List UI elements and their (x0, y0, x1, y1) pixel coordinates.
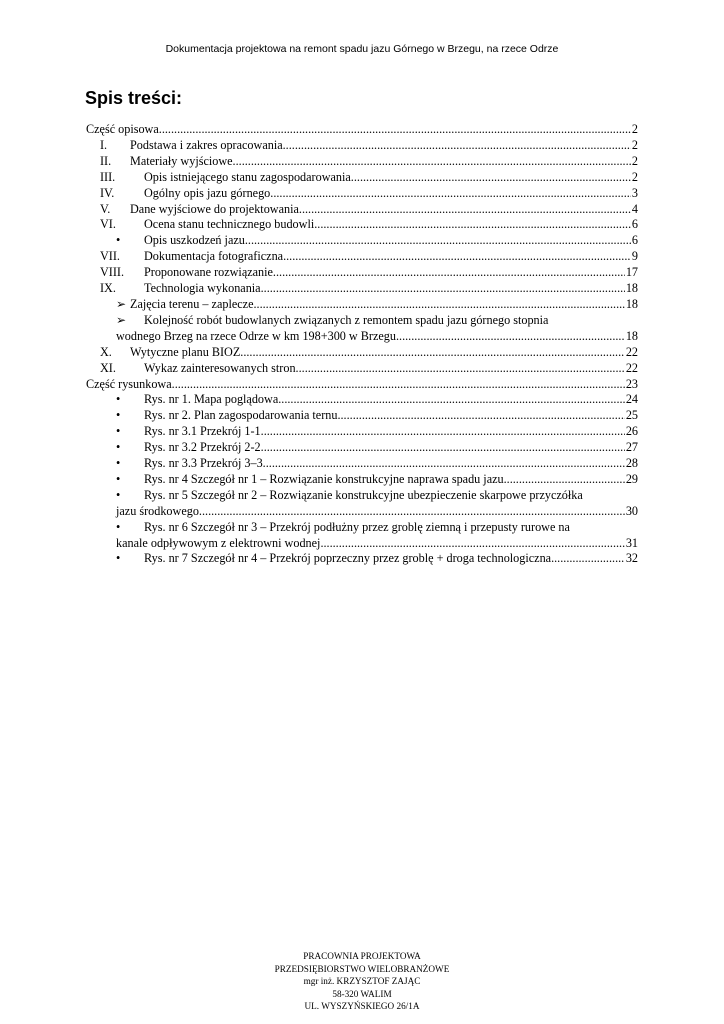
toc-entry-title-line2: kanale odpływowym z elektrowni wodnej (116, 535, 321, 550)
footer-line: 58-320 WALIM (332, 988, 392, 999)
toc-entry-title: Rys. nr 3.2 Przekrój 2-2 (144, 440, 261, 455)
toc-page-number: 6 (631, 217, 638, 232)
toc-entry-title: Rys. nr 3.1 Przekrój 1-1 (144, 424, 261, 439)
toc-page-number: 2 (631, 137, 638, 152)
bullet-icon: • (116, 519, 121, 534)
toc-entry-opis-stanu[interactable] (86, 170, 638, 186)
toc-entry-title: Materiały wyjściowe (130, 153, 233, 168)
bullet-icon: • (116, 424, 121, 439)
toc-entry-rys-4[interactable] (86, 472, 638, 488)
toc-entry-title: Rys. nr 4 Szczegół nr 1 – Rozwiązanie konstrukcyjne naprawa spadu jazu (144, 471, 504, 486)
toc-entry-line (86, 520, 638, 536)
toc-leader (261, 424, 625, 440)
toc-page-number: 32 (625, 551, 638, 566)
toc-entry-title: Część rysunkowa. (86, 376, 175, 391)
toc-entry-czesc-opisowa[interactable] (86, 122, 638, 138)
toc-entry-dokumentacja-foto[interactable] (86, 249, 638, 265)
arrow-bullet-icon: ➢ (116, 296, 127, 311)
toc-leader (278, 392, 625, 408)
toc-page-number: 31 (625, 535, 638, 550)
toc-entry-number: IV. (100, 185, 115, 200)
toc-entry-rys-2[interactable] (86, 408, 638, 424)
toc-entry-title: Rys. nr 1. Mapa poglądowa (144, 392, 279, 407)
toc-page-number: 24 (625, 392, 638, 407)
toc-page-number: 27 (625, 440, 638, 455)
toc-entry-materialy[interactable] (86, 154, 638, 170)
toc-entry-line (86, 313, 638, 329)
toc-entry-rys-3-1[interactable] (86, 424, 638, 440)
toc-entry-rys-5[interactable] (86, 488, 638, 520)
toc-leader (276, 265, 625, 281)
toc-entry-number: IX. (100, 281, 116, 296)
toc-entry-number: I. (100, 137, 108, 152)
toc-leader (245, 233, 631, 249)
toc-entry-line (86, 329, 638, 345)
toc-entry-title: Rys. nr 2. Plan zagospodarowania ternu (144, 408, 338, 423)
table-of-contents (86, 122, 638, 567)
toc-entry-title: Dane wyjściowe do projektowania (130, 201, 299, 216)
toc-leader (551, 551, 625, 567)
toc-entry-title: Rys. nr 7 Szczegół nr 4 – Przekrój poprzeczny przez groblę + droga technologiczna (144, 551, 552, 566)
toc-entry-title-line2: jazu środkowego (116, 503, 199, 518)
footer-line: mgr inż. KRZYSZTOF ZAJĄC (303, 976, 421, 987)
bullet-icon: • (116, 408, 121, 423)
toc-entry-title: Opis uszkodzeń jazu (144, 233, 245, 248)
toc-entry-title: Opis istniejącego stanu zagospodarowania (144, 169, 351, 184)
toc-entry-title: Wytyczne planu BIOZ. (130, 344, 244, 359)
toc-entry-rys-1[interactable] (86, 392, 638, 408)
toc-entry-number: XI. (100, 360, 116, 375)
footer-line: PRACOWNIA PROJEKTOWA (303, 951, 421, 961)
toc-entry-rys-7[interactable] (86, 551, 638, 567)
toc-page-number: 23 (625, 376, 638, 391)
toc-entry-number: VI. (100, 217, 116, 232)
toc-entry-title: Proponowane rozwiązanie. (144, 265, 276, 280)
toc-entry-title: Zajęcia terenu – zaplecze (130, 296, 254, 311)
toc-page-number: 6 (631, 233, 638, 248)
toc-leader (253, 297, 624, 313)
toc-leader (283, 138, 631, 154)
toc-entry-number: VIII. (100, 265, 125, 280)
toc-entry-number: V. (100, 201, 111, 216)
toc-page-number: 4 (631, 201, 638, 216)
bullet-icon: • (116, 456, 121, 471)
toc-entry-title-line1: Rys. nr 6 Szczegół nr 3 – Przekrój podłużny przez groblę ziemną i przepusty rurowe na (144, 519, 570, 534)
toc-page-number: 18 (625, 281, 638, 296)
toc-entry-ogolny-opis[interactable] (86, 186, 638, 202)
toc-entry-czesc-rysunkowa[interactable] (86, 377, 638, 393)
bullet-icon: • (116, 440, 121, 455)
toc-leader (314, 217, 631, 233)
toc-page-number: 22 (625, 360, 638, 375)
toc-entry-podstawa[interactable] (86, 138, 638, 154)
toc-entry-kolejnosc-robot[interactable] (86, 313, 638, 345)
toc-entry-dane-wyjsciowe[interactable] (86, 202, 638, 218)
toc-page-number: 18 (625, 296, 638, 311)
toc-entry-title-line1: Kolejność robót budowlanych związanych z remontem spadu jazu górnego stopnia (144, 312, 549, 327)
toc-page-number: 9 (631, 249, 638, 264)
page-header: Dokumentacja projektowa na remont spadu jazu Górnego w Brzegu, na rzece Odrze (165, 43, 559, 55)
toc-entry-number: II. (100, 153, 112, 168)
toc-entry-line (86, 504, 638, 520)
toc-page-number: 22 (625, 344, 638, 359)
toc-page-number: 30 (625, 503, 638, 518)
toc-entry-bioz[interactable] (86, 345, 638, 361)
toc-entry-title: Ocena stanu technicznego budowli (144, 217, 315, 232)
toc-leader (299, 361, 625, 377)
toc-entry-rys-3-2[interactable] (86, 440, 638, 456)
bullet-icon: • (116, 392, 121, 407)
toc-page-number: 2 (631, 122, 638, 136)
toc-page-number: 3 (631, 185, 638, 200)
toc-entry-title-line1: Rys. nr 5 Szczegół nr 2 – Rozwiązanie konstrukcyjne ubezpieczenie skarpowe przyczółka (144, 487, 583, 502)
toc-leader (283, 249, 631, 265)
toc-page-number: 17 (625, 265, 638, 280)
toc-leader (261, 440, 625, 456)
footer-line: UL. WYSZYŃSKIEGO 26/1A (304, 1001, 420, 1012)
toc-leader (263, 456, 625, 472)
toc-entry-number: VII. (100, 249, 120, 264)
arrow-bullet-icon: ➢ (116, 312, 127, 327)
toc-entry-number: X. (100, 344, 112, 359)
toc-leader (504, 472, 625, 488)
toc-entry-rys-6[interactable] (86, 520, 638, 552)
toc-entry-number: III. (100, 169, 116, 184)
toc-leader (243, 345, 624, 361)
toc-leader (351, 170, 631, 186)
toc-entry-title: Podstawa i zakres opracowania (130, 137, 283, 152)
bullet-icon: • (116, 471, 121, 486)
toc-page-number: 25 (625, 408, 638, 423)
bullet-icon: • (116, 233, 121, 248)
toc-leader (264, 281, 625, 297)
toc-entry-title-line2: wodnego Brzeg na rzece Odrze w km 198+300 w Brzegu (116, 328, 396, 343)
toc-leader (396, 329, 625, 345)
toc-leader (320, 536, 624, 552)
toc-entry-technologia[interactable] (86, 281, 638, 297)
toc-entry-wykaz-stron[interactable] (86, 361, 638, 377)
toc-entry-opis-uszkodzen[interactable] (86, 233, 638, 249)
toc-leader (175, 377, 625, 393)
toc-entry-title: Technologia wykonania. (144, 281, 264, 296)
toc-entry-proponowane[interactable] (86, 265, 638, 281)
page-footer (0, 950, 724, 1013)
toc-entry-title: Ogólny opis jazu górnego (144, 185, 271, 200)
toc-leader (199, 504, 625, 520)
toc-leader (299, 202, 631, 218)
toc-page-number: 29 (625, 471, 638, 486)
toc-page-number: 18 (625, 328, 638, 343)
toc-entry-ocena-stanu[interactable] (86, 217, 638, 233)
toc-entry-title: Rys. nr 3.3 Przekrój 3–3 (144, 456, 263, 471)
toc-entry-title: Część opisowa (86, 122, 159, 136)
toc-page-number: 2 (631, 153, 638, 168)
bullet-icon: • (116, 487, 121, 502)
toc-page-number: 26 (625, 424, 638, 439)
toc-title: Spis treści: (85, 88, 183, 108)
bullet-icon: • (116, 551, 121, 566)
toc-page-number: 2 (631, 169, 638, 184)
toc-entry-title: Wykaz zainteresowanych stron. (144, 360, 299, 375)
toc-leader (233, 154, 631, 170)
toc-entry-rys-3-3[interactable] (86, 456, 638, 472)
toc-entry-title: Dokumentacja fotograficzna (144, 249, 284, 264)
toc-entry-line (86, 536, 638, 552)
toc-page-number: 28 (625, 456, 638, 471)
footer-line: PRZEDSIĘBIORSTWO WIELOBRANŻOWE (274, 963, 450, 974)
toc-leader (270, 186, 631, 202)
toc-leader (337, 408, 624, 424)
toc-entry-line (86, 488, 638, 504)
toc-leader (159, 122, 631, 138)
toc-entry-zajecia-terenu[interactable] (86, 297, 638, 313)
